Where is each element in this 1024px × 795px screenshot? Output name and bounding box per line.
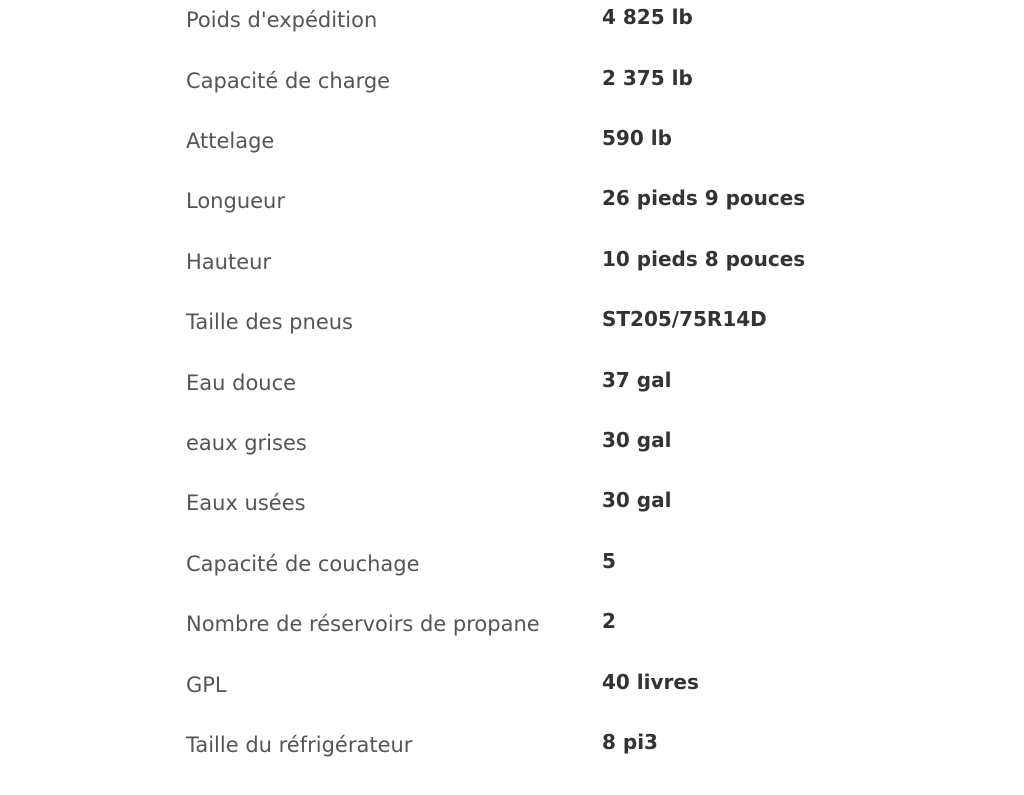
spec-label: Capacité de couchage xyxy=(186,552,420,576)
spec-row-grey-water xyxy=(0,428,1024,493)
spec-label: Taille du réfrigérateur xyxy=(186,733,413,757)
spec-row-shipping-weight xyxy=(0,5,1024,70)
spec-label: Hauteur xyxy=(186,250,272,274)
spec-label: Capacité de charge xyxy=(186,69,391,93)
spec-row-hitch xyxy=(0,126,1024,191)
spec-row-height xyxy=(0,247,1024,312)
spec-value: 590 lb xyxy=(602,126,672,150)
spec-value: 10 pieds 8 pouces xyxy=(602,247,806,271)
spec-row-tire-size xyxy=(0,307,1024,372)
spec-value: 2 375 lb xyxy=(602,66,693,90)
spec-label: Taille des pneus xyxy=(186,310,353,334)
spec-label: Eau douce xyxy=(186,371,297,395)
spec-label: Attelage xyxy=(186,129,275,153)
spec-label: eaux grises xyxy=(186,431,307,455)
spec-value: 5 xyxy=(602,549,616,573)
spec-label: Nombre de réservoirs de propane xyxy=(186,612,540,636)
spec-label: Eaux usées xyxy=(186,491,306,515)
spec-row-refrigerator-size xyxy=(0,730,1024,795)
spec-row-fresh-water xyxy=(0,368,1024,433)
spec-value: 40 livres xyxy=(602,670,699,694)
spec-value: 2 xyxy=(602,609,616,633)
spec-row-length xyxy=(0,186,1024,251)
spec-label: Poids d'expédition xyxy=(186,8,378,32)
spec-value: 26 pieds 9 pouces xyxy=(602,186,806,210)
spec-row-black-water xyxy=(0,488,1024,553)
spec-value: 30 gal xyxy=(602,428,672,452)
spec-row-propane-tanks xyxy=(0,609,1024,674)
spec-label: Longueur xyxy=(186,189,285,213)
spec-label: GPL xyxy=(186,673,227,697)
spec-row-load-capacity xyxy=(0,66,1024,131)
spec-value: 8 pi3 xyxy=(602,730,658,754)
spec-value: 4 825 lb xyxy=(602,5,693,29)
spec-value: 37 gal xyxy=(602,368,672,392)
spec-row-lpg xyxy=(0,670,1024,735)
spec-value: ST205/75R14D xyxy=(602,307,767,331)
spec-value: 30 gal xyxy=(602,488,672,512)
spec-row-sleeping-capacity xyxy=(0,549,1024,614)
